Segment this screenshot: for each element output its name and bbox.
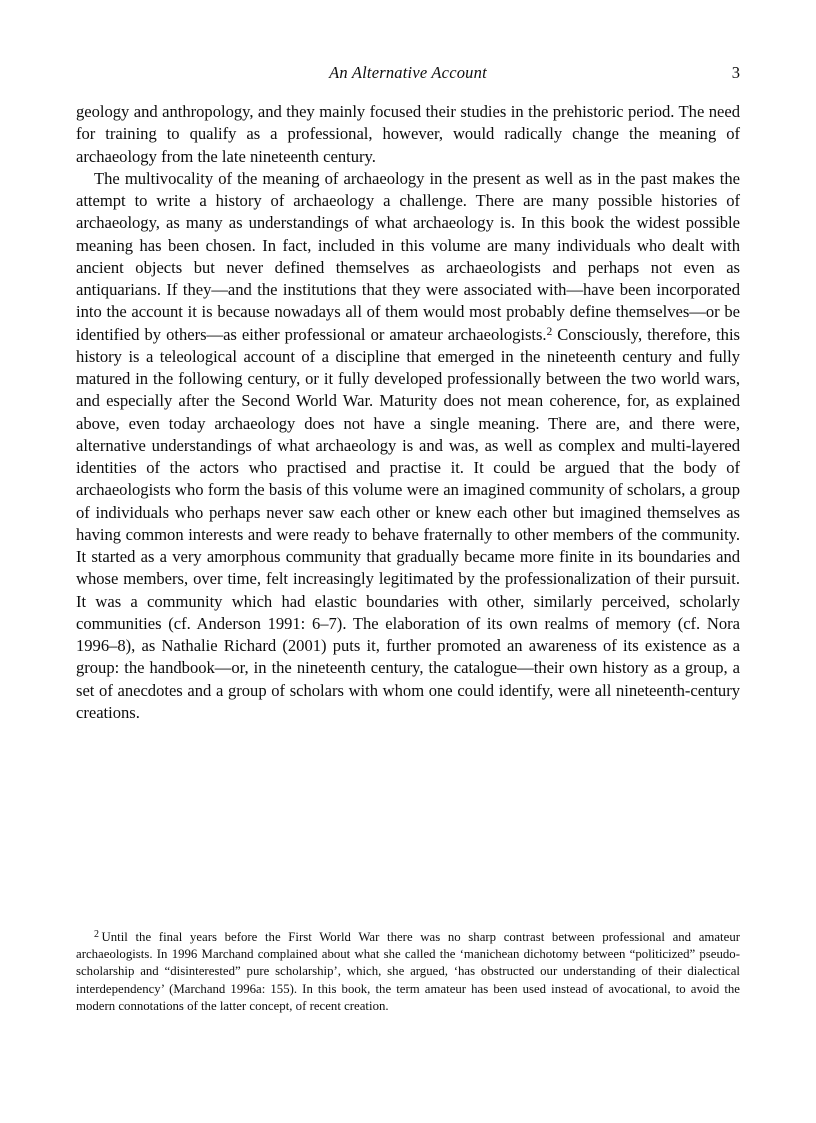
body-text-block [76, 101, 740, 724]
running-head [76, 62, 740, 86]
footnote-number: 2 [94, 928, 99, 940]
footnote-item [76, 929, 740, 1015]
paragraph-text-before-footnote-ref: The multivocality of the meaning of archaeology in the present as well as in the past makes the attempt to write a history of archaeology a challenge. There are many possible histories of archaeology, as many as understandings of what archaeology is. In this book the widest possible meaning has been chosen. In fact, included in this volume are many individuals who dealt with ancient objects but never defined themselves as archaeologists and perhaps not even as antiquarians. If they—and the institutions that they were associated with—have been incorporated into the account it is because nowadays all of them would most probably define themselves—or be identified by others—as either professional or amateur archaeologists. [76, 168, 740, 344]
body-paragraph [76, 168, 740, 724]
footnote-text: Until the final years before the First World War there was no sharp contrast between professional and amateur archaeologists. In 1996 Marchand complained about what she called the ‘manichean dichotomy between “politicized” pseudo-scholarship and “disinterested” pure scholarship’, which, she argued, ‘has obstructed our understanding of their dialectical interdependency’ (Marchand 1996a: 155). In this book, the term amateur has been used instead of avocational, to avoid the modern connotations of the latter concept, of recent creation. [76, 930, 740, 1013]
page-number: 3 [731, 63, 740, 82]
paragraph-text-after-footnote-ref: Consciously, therefore, this history is a teleological account of a discipline that emerged in the nineteenth century and fully matured in the following century, or it fully developed professionally between the two world wars, and especially after the Second World War. Maturity does not mean coherence, for, as explained above, even today archaeology does not have a single meaning. There are, and there were, alternative understandings of what archaeology is and was, as well as complex and multi-layered identities of the actors who practised and practise it. It could be argued that the body of archaeologists who form the basis of this volume were an imagined community of scholars, a group of individuals who perhaps never saw each other or knew each other but imagined themselves as having common interests and were ready to behave fraternally to other members of the community. It started as a very amorphous community that gradually became more finite in its boundaries and whose members, over time, felt increasingly legitimated by the professionalization of their pursuit. It was a community which had elastic boundaries with other, similarly perceived, scholarly communities (cf. Anderson 1991: 6–7). The elaboration of its own realms of memory (cf. Nora 1996–8), as Nathalie Richard (2001) puts it, further promoted an awareness of its existence as a group: the handbook—or, in the nineteenth century, the catalogue—their own history as a group, a set of anecdotes and a group of scholars with whom one could identify, were all nineteenth-century creations. [76, 324, 740, 722]
running-head-title: An Alternative Account [329, 63, 487, 82]
body-paragraph: geology and anthropology, and they mainly focused their studies in the prehistoric period. The need for training to qualify as a professional, however, would radically change the meaning of archaeology from the late nineteenth century. [76, 102, 740, 166]
footnote-block [76, 929, 740, 1015]
footnote-reference-marker[interactable]: 2 [546, 325, 553, 338]
